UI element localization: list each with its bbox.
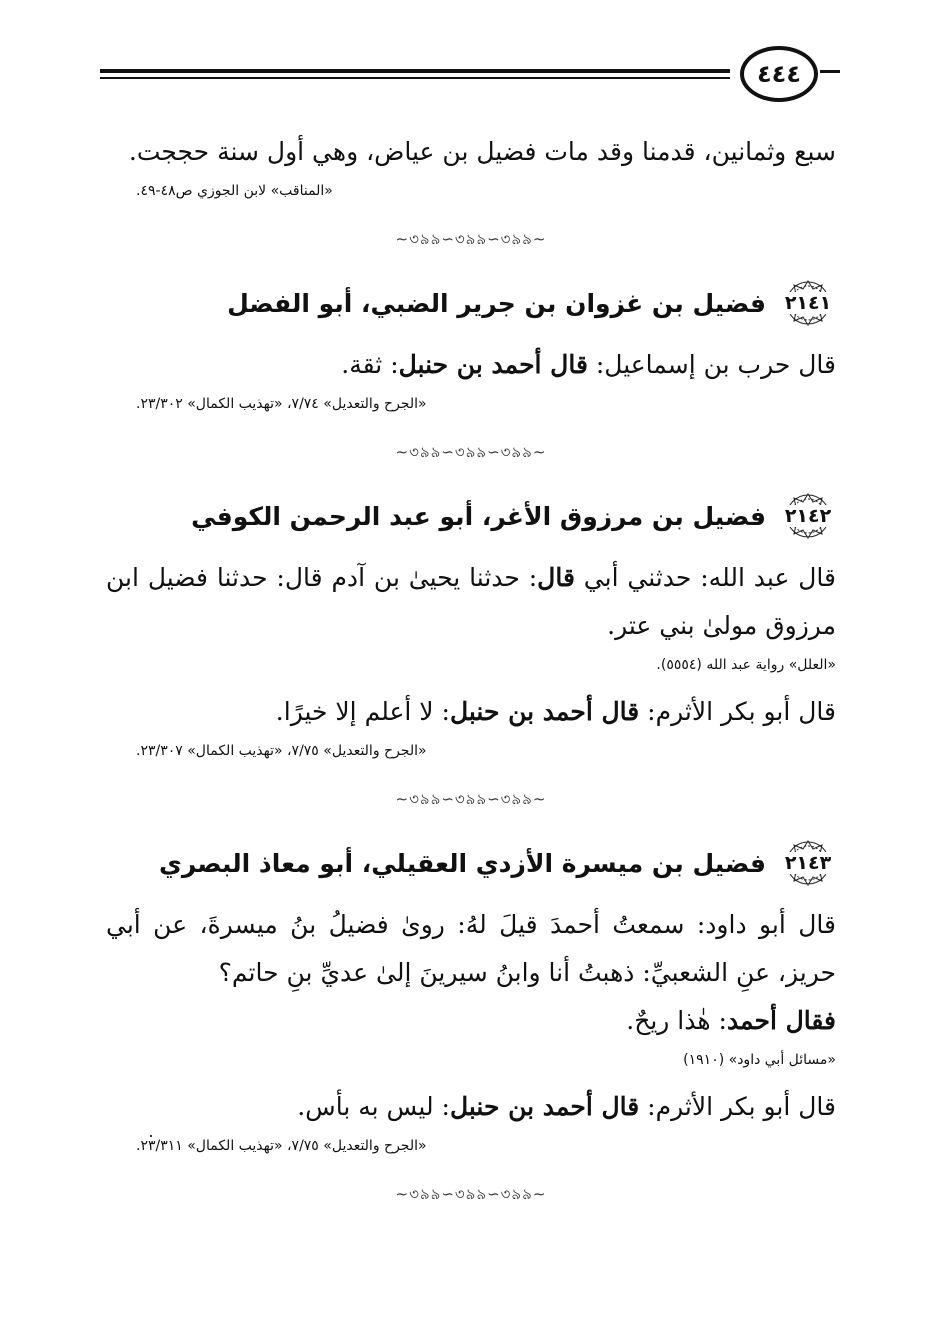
entry-number-badge	[780, 839, 836, 887]
narration-pre: قال أبو بكر الأثرم:	[639, 697, 836, 726]
source-reference: «العلل» رواية عبد الله (٥٥٥٤).	[656, 657, 836, 673]
narration	[106, 1083, 836, 1131]
print-speck	[150, 1135, 152, 1137]
header-rule-thin	[100, 77, 730, 79]
ornament-divider: ∽৩৯৯∽৩৯৯∽৩৯৯∽	[395, 1185, 547, 1203]
source-reference: «الجرح والتعديل» ٧/٧٥، «تهذيب الكمال» ٢٣/٣١١.	[136, 1138, 427, 1154]
narration-bold: قال	[537, 563, 575, 592]
narration-post: : لا أعلم إلا خيرًا.	[275, 697, 450, 726]
source-reference: «الجرح والتعديل» ٧/٧٤، «تهذيب الكمال» ٢٣/٣٠٢.	[136, 396, 427, 412]
entry-heading	[106, 279, 836, 327]
intro-text: سبع وثمانين، قدمنا وقد مات فضيل بن عياض، وهي أول سنة حججت.	[128, 137, 836, 166]
narration	[106, 688, 836, 736]
ornament-divider: ∽৩৯৯∽৩৯৯∽৩৯৯∽	[395, 790, 547, 808]
entry-title: فضيل بن مرزوق الأغر، أبو عبد الرحمن الكوفي	[191, 501, 766, 531]
entry-title: فضيل بن غزوان بن جرير الضبي، أبو الفضل	[227, 288, 766, 318]
entry-number-badge	[780, 279, 836, 327]
header-rule-tail	[820, 70, 840, 73]
narration	[106, 341, 836, 389]
narration-pre: قال عبد الله: حدثني أبي	[574, 563, 837, 592]
page-number: ٤٤٤	[740, 46, 818, 102]
entry-number: ٢١٤١	[784, 292, 832, 314]
entry-2142	[106, 492, 836, 762]
narration-post: : ليس به بأس.	[297, 1092, 450, 1121]
spacer	[106, 1071, 836, 1083]
narration-bold: قال أحمد بن حنبل	[398, 350, 588, 379]
narration-ruling	[106, 997, 836, 1045]
ruling-label: فقال أحمد	[726, 1006, 836, 1035]
ruling-text: : هٰذا ريحٌ.	[626, 1006, 727, 1035]
entry-heading	[106, 839, 836, 887]
source-reference: «الجرح والتعديل» ٧/٧٥، «تهذيب الكمال» ٢٣/٣٠٧.	[136, 743, 427, 759]
entry-2141	[106, 279, 836, 415]
narration-post: : حدثنا يحيىٰ بن آدم قال: حدثنا فضيل ابن مرزوق مولىٰ بني عتر.	[106, 563, 836, 640]
narration-pre: قال أبو بكر الأثرم:	[639, 1092, 836, 1121]
narration	[106, 554, 836, 650]
entry-title: فضيل بن ميسرة الأزدي العقيلي، أبو معاذ البصري	[158, 848, 766, 878]
ornament-divider: ∽৩৯৯∽৩৯৯∽৩৯৯∽	[395, 443, 547, 461]
page-content	[106, 128, 836, 1234]
entry-number: ٢١٤٢	[784, 505, 832, 527]
entry-2143	[106, 839, 836, 1157]
entry-number-badge	[780, 492, 836, 540]
narration-post: : ثقة.	[341, 350, 399, 379]
header-rule-thick	[100, 69, 730, 73]
entry-heading	[106, 492, 836, 540]
page-header	[100, 40, 840, 110]
narration-bold: قال أحمد بن حنبل	[449, 1092, 640, 1121]
narration-bold: قال أحمد بن حنبل	[449, 697, 640, 726]
source-reference: «مسائل أبي داود» (١٩١٠)	[683, 1052, 836, 1068]
spacer	[106, 676, 836, 688]
ornament-divider: ∽৩৯৯∽৩৯৯∽৩৯৯∽	[395, 230, 547, 248]
entry-number: ٢١٤٣	[784, 852, 832, 874]
intro-source: «المناقب» لابن الجوزي ص٤٨-٤٩.	[136, 183, 333, 199]
narration: قال أبو داود: سمعتُ أحمدَ قيلَ لهُ: روىٰ فضيلُ بنُ ميسرةَ، عن أبي حريز، عنِ الشعبيِّ: ذهبتُ أنا وابنُ سيرينَ إلىٰ عديِّ بنِ حاتم؟	[106, 910, 836, 987]
narration-pre: قال حرب بن إسماعيل:	[587, 350, 836, 379]
